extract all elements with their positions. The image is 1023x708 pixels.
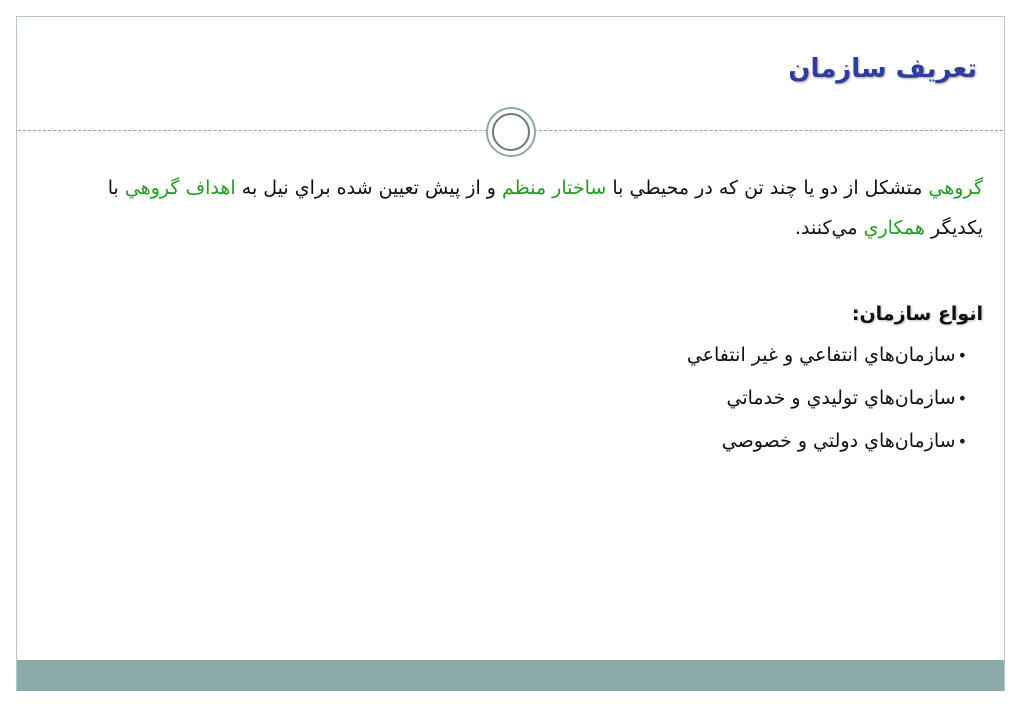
slide-title: تعریف سازمان bbox=[788, 54, 977, 84]
bullet-icon: • bbox=[957, 346, 967, 365]
list-item bbox=[83, 377, 967, 420]
footer-bar bbox=[17, 660, 1004, 691]
list-item bbox=[83, 420, 967, 463]
circle-ornament-icon bbox=[485, 106, 537, 158]
list-item-text: سازمان‌هاي دولتي و خصوصي bbox=[721, 430, 956, 452]
list-item-text: سازمان‌هاي توليدي و خدماتي bbox=[726, 387, 956, 409]
definition-text-2: و از پيش تعيين شده براي نيل به bbox=[235, 177, 502, 199]
bullet-icon: • bbox=[957, 389, 967, 408]
definition-text-1: متشكل از دو يا چند تن كه در محيطي با bbox=[606, 177, 929, 199]
highlight-group: گروهي bbox=[928, 177, 983, 199]
highlight-structure: ساختار منظم bbox=[502, 177, 607, 199]
highlight-cooperation: همكاري bbox=[863, 217, 925, 239]
types-heading: انواع سازمان: bbox=[851, 303, 983, 325]
types-list bbox=[83, 334, 983, 463]
definition-text-3: با يكديگر bbox=[107, 177, 983, 239]
bullet-icon: • bbox=[957, 432, 967, 451]
list-item-text: سازمان‌هاي انتفاعي و غير انتفاعي bbox=[686, 344, 956, 366]
list-item bbox=[83, 334, 967, 377]
definition-text-4: مي‌كنند. bbox=[795, 217, 864, 239]
slide-body bbox=[83, 168, 983, 463]
highlight-goals: اهداف گروهي bbox=[124, 177, 236, 199]
definition-paragraph bbox=[83, 168, 983, 248]
